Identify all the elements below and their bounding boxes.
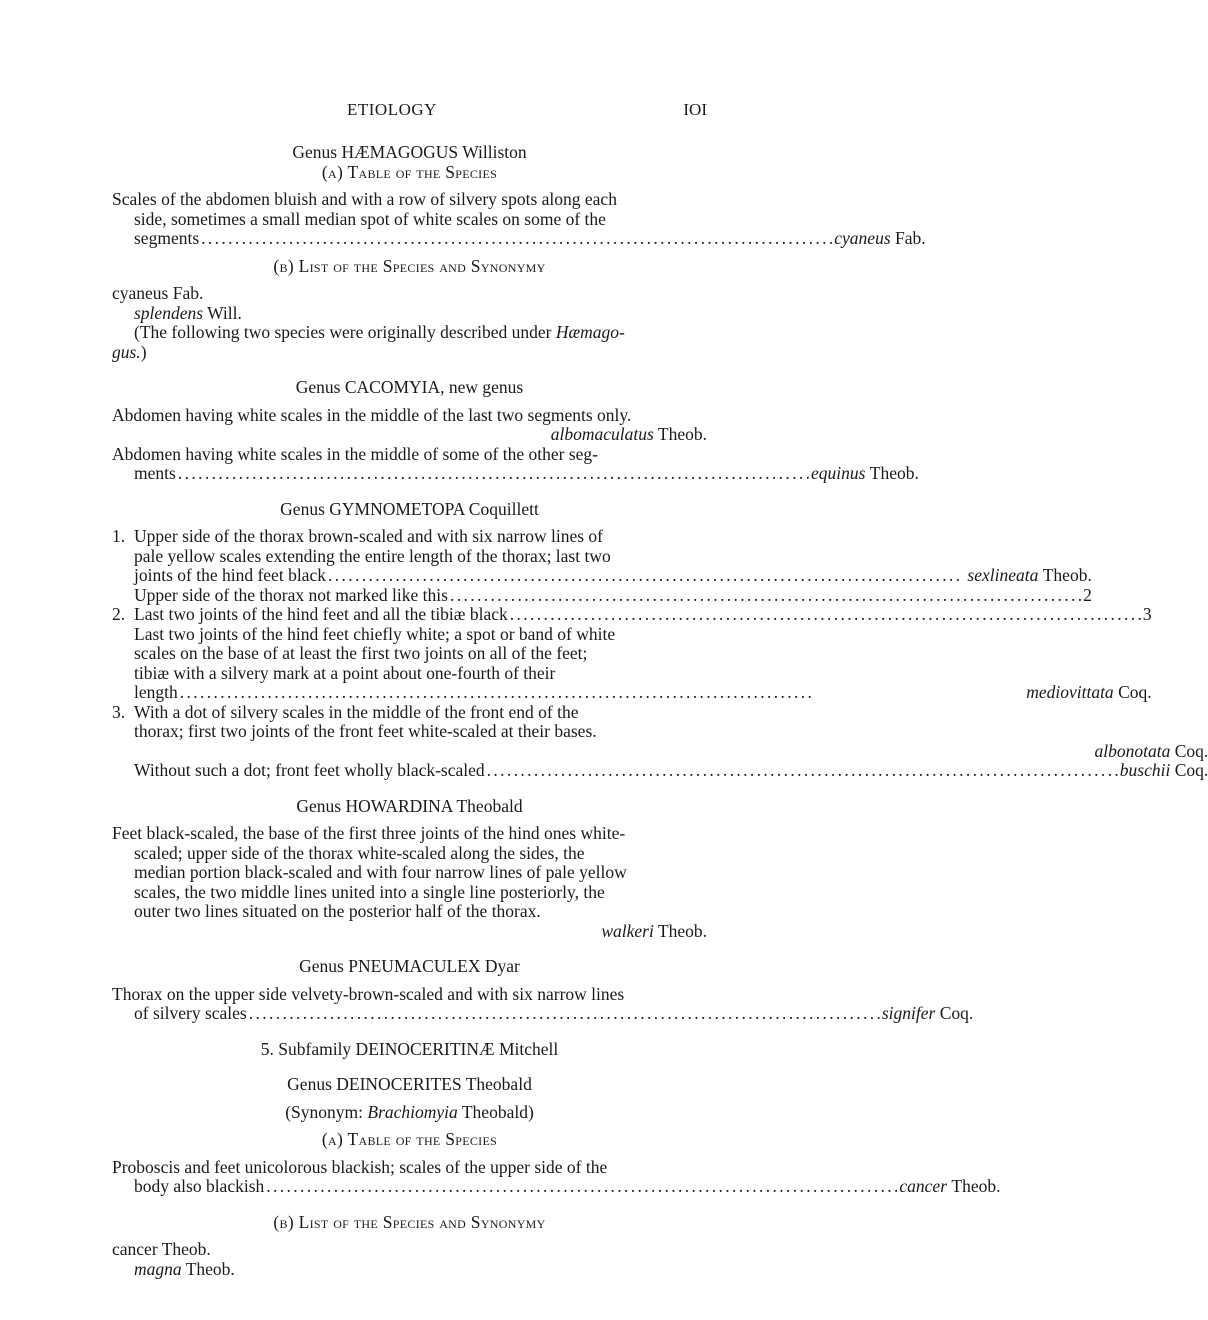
dot-leader: [450, 586, 1081, 606]
dot-leader: [249, 1004, 880, 1024]
haemagogus-list-item-1: cyaneus Fab.: [112, 283, 204, 303]
deinocerites-table-heading: (a) Table of the Species: [321, 1129, 498, 1149]
haemagogus-table-line-2: side, sometimes a small median spot of white scales on some of the: [134, 208, 606, 229]
species-author: Theob.: [657, 424, 707, 444]
haemagogus-list-item-2: [112, 304, 707, 324]
haemagogus-table-entry: [112, 228, 926, 249]
synonym-genus: Brachiomyia: [367, 1101, 458, 1122]
couplet-line: tibiæ with a silvery mark at a point about one-fourth of their: [134, 662, 556, 683]
running-title: ETIOLOGY: [347, 100, 437, 119]
couplet-line: Last two joints of the hind feet chiefly white; a spot or band of white: [134, 623, 616, 644]
couplet-alt-entry: [134, 586, 1092, 606]
species-name: magna: [134, 1258, 182, 1279]
cacomyia-species-1: [112, 425, 707, 445]
page-body: [112, 142, 1208, 1279]
species-name: walkeri: [601, 920, 654, 941]
genus-howardina-heading: Genus HOWARDINA Theobald: [296, 795, 523, 816]
haemagogus-table-heading: (a) Table of the Species: [321, 161, 498, 182]
key-couplet-3: [112, 701, 1208, 781]
entry-text: segments: [134, 228, 200, 248]
couplet-ref: 3: [1142, 604, 1152, 624]
note-text: (The following two species were originally described under: [134, 322, 552, 342]
species-name: cyaneus: [834, 228, 891, 248]
deinocerites-list-item-1: cancer Theob.: [112, 1239, 211, 1259]
couplet-number: 2.: [112, 604, 126, 624]
couplet-alt-entry: [134, 683, 1152, 703]
entry-text: Upper side of the thorax not marked like this: [134, 584, 448, 605]
species-author: Coq.: [1174, 740, 1208, 761]
key-couplet-2: [112, 604, 1152, 703]
entry-text: joints of the hind feet black: [134, 565, 326, 585]
species-author: Theob.: [1042, 565, 1092, 585]
note-close: ): [140, 341, 147, 362]
couplet-number: 1.: [112, 526, 126, 546]
dot-leader: [328, 566, 965, 586]
note-genus: Hæmago-: [555, 322, 625, 342]
genus-gymnometopa-heading: Genus GYMNOMETOPA Coquillett: [280, 498, 539, 519]
couplet-line: scales on the base of at least the first two joints on all of the feet;: [134, 643, 588, 663]
species-name: signifer: [881, 1003, 936, 1023]
synonym-label: (Synonym:: [285, 1101, 364, 1122]
dot-leader: [178, 464, 809, 484]
deinocerites-list-heading: (b) List of the Species and Synonymy: [273, 1211, 546, 1232]
note-genus-cont: gus.: [112, 341, 141, 362]
deinocerites-synonym: [112, 1103, 707, 1123]
dot-leader: [510, 605, 1141, 625]
species-author: Theob.: [869, 463, 919, 483]
genus-haemagogus-heading: Genus HÆMAGOGUS Williston: [292, 142, 527, 162]
entry-text: Without such a dot; front feet wholly black-scaled: [134, 760, 485, 780]
species-author: Will.: [207, 302, 242, 323]
synonym-author: Theobald): [461, 1101, 534, 1122]
page-number: IOI: [683, 100, 707, 119]
dot-leader: [201, 229, 832, 249]
couplet-ref: 2: [1083, 584, 1092, 605]
species-name: buschii: [1119, 760, 1171, 780]
couplet-entry: [134, 566, 1092, 586]
species-name: equinus: [810, 463, 866, 483]
couplet-line: Upper side of the thorax brown-scaled and with six narrow lines of: [134, 526, 603, 546]
cacomyia-line-1: Abdomen having white scales in the middle of the last two segments only.: [112, 404, 632, 425]
howardina-line-3: median portion black-scaled and with four narrow lines of pale yellow: [134, 862, 627, 882]
howardina-line-5: outer two lines situated on the posterior half of the thorax.: [134, 901, 541, 921]
running-header: [112, 100, 707, 122]
couplet-alt-entry: [134, 761, 1208, 781]
haemagogus-list-heading: (b) List of the Species and Synonymy: [273, 255, 546, 276]
genus-deinocerites-heading: Genus DEINOCERITES Theobald: [287, 1074, 532, 1094]
species-name: sexlineata: [967, 565, 1039, 585]
species-name: albomaculatus: [550, 424, 654, 444]
species-author: Theob.: [185, 1258, 235, 1279]
genus-cacomyia-heading: Genus CACOMYIA, new genus: [295, 377, 524, 397]
pneumaculex-entry: [112, 1003, 974, 1024]
species-name: splendens: [134, 302, 204, 323]
haemagogus-note: [112, 323, 707, 343]
species-author: Fab.: [895, 228, 926, 248]
cacomyia-entry-2: [112, 463, 919, 484]
genus-pneumaculex-heading: Genus PNEUMACULEX Dyar: [299, 956, 520, 976]
subfamily-deinoceritinae-heading: 5. Subfamily DEINOCERITINÆ Mitchell: [260, 1038, 559, 1059]
pneumaculex-line-1: Thorax on the upper side velvety-brown-scaled and with six narrow lines: [112, 983, 625, 1004]
key-couplet-1: [112, 526, 1092, 605]
deinocerites-entry: [112, 1176, 1001, 1197]
howardina-species: [112, 922, 707, 942]
entry-text: Last two joints of the hind feet and all the tibiæ black: [134, 604, 508, 624]
couplet-entry: [134, 605, 1152, 625]
species-author: Coq.: [1118, 682, 1152, 702]
species-name: albonotata: [1094, 740, 1171, 761]
dot-leader: [487, 761, 1118, 781]
entry-text: length: [134, 682, 178, 702]
species-author: Theob.: [951, 1176, 1001, 1196]
species-name: mediovittata: [1026, 682, 1114, 702]
entry-text: ments: [134, 463, 176, 483]
deinocerites-list-item-2: [112, 1260, 707, 1280]
species-name: cancer: [899, 1176, 948, 1196]
dot-leader: [266, 1177, 897, 1197]
howardina-line-4: scales, the two middle lines united into a single line posteriorly, the: [134, 881, 605, 902]
couplet-line: thorax; first two joints of the front feet white-scaled at their bases.: [134, 721, 597, 741]
entry-text: body also blackish: [134, 1176, 265, 1196]
deinocerites-line-1: Proboscis and feet unicolorous blackish; scales of the upper side of the: [112, 1156, 608, 1177]
couplet-number: 3.: [112, 701, 126, 722]
couplet-species: [134, 742, 1208, 762]
species-author: Coq.: [1174, 760, 1208, 780]
couplet-line: pale yellow scales extending the entire length of the thorax; last two: [134, 545, 611, 566]
haemagogus-table-line-1: Scales of the abdomen bluish and with a row of silvery spots along each: [112, 189, 617, 209]
howardina-line-2: scaled; upper side of the thorax white-scaled along the sides, the: [134, 842, 585, 863]
dot-leader: [180, 683, 1024, 703]
howardina-line-1: Feet black-scaled, the base of the first three joints of the hind ones white-: [112, 823, 626, 843]
entry-text: of silvery scales: [134, 1003, 247, 1023]
couplet-line: With a dot of silvery scales in the middle of the front end of the: [134, 701, 579, 722]
species-author: Coq.: [939, 1003, 974, 1023]
species-author: Theob.: [657, 920, 707, 941]
cacomyia-line-2: Abdomen having white scales in the middle of some of the other seg-: [112, 443, 598, 464]
haemagogus-note-end: [112, 343, 707, 363]
